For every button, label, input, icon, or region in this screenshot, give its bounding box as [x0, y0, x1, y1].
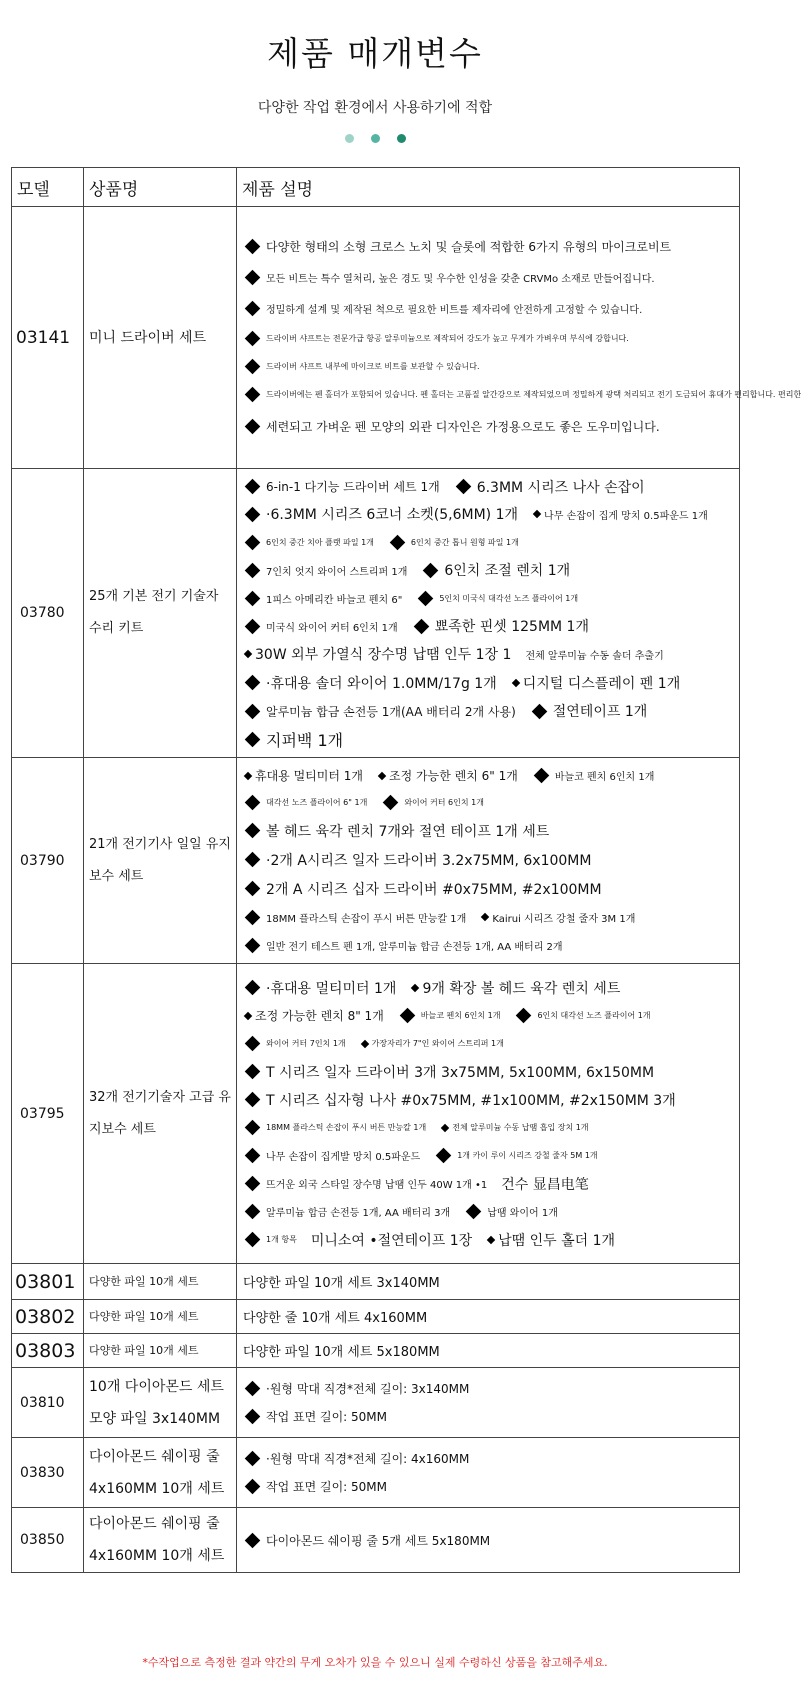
description-line: [243, 762, 735, 789]
description-cell: [237, 758, 740, 964]
spec-item: [243, 978, 396, 998]
spec-item: [243, 938, 563, 953]
diamond-bullet-icon: [245, 1176, 261, 1192]
description-line: [243, 1403, 735, 1431]
diamond-bullet-icon: [245, 675, 261, 691]
description-cell: [237, 1300, 740, 1334]
spec-item: [243, 591, 402, 606]
spec-item: [243, 673, 497, 693]
spec-item: [511, 673, 681, 693]
spec-item-text: 와이어 커터 6인치 1개: [404, 798, 484, 807]
description-line: [243, 500, 735, 528]
description-line: [243, 1030, 735, 1058]
diamond-bullet-icon: [245, 479, 261, 495]
diamond-bullet-icon: [534, 768, 550, 784]
description-line: [243, 1375, 735, 1403]
table-body: [12, 207, 801, 1573]
spec-item-text: 지퍼백 1개: [266, 730, 344, 750]
spec-item: [243, 728, 343, 751]
diamond-bullet-icon: [245, 534, 261, 550]
header-description: 제품 설명: [237, 168, 740, 207]
diamond-bullet-icon: [245, 1204, 261, 1220]
product-name-cell: [84, 1334, 237, 1368]
spec-item-text: 6인치 중간 톱니 원형 파일 1개: [410, 537, 519, 547]
product-name-line: 보수 세트: [89, 868, 144, 884]
spec-item-text: 볼 헤드 육각 렌치 7개와 절연 테이프 1개 세트: [266, 823, 550, 840]
spec-item-text: ·휴대용 솔더 와이어 1.0MM/17g 1개: [266, 675, 497, 692]
product-name-line: 다양한 파일 10개 세트: [89, 1309, 199, 1323]
description-line: [243, 931, 735, 959]
spec-item-text: 드라이버에는 펜 홀더가 포함되어 있습니다. 펜 홀더는 고품질 알간강으로 제작되었으며 정밀하게 광택 처리되고 전기 도금되어 휴대가 편리합니다. 편리한: [266, 389, 801, 399]
description-cell: [237, 964, 740, 1264]
spec-item-text: 뾰족한 핀셋 125MM 1개: [434, 619, 589, 635]
model-cell: 03780: [12, 469, 84, 758]
description-line: [243, 725, 735, 753]
spec-item: [243, 1380, 469, 1397]
diamond-bullet-icon: [411, 983, 419, 991]
model-cell: 03802: [12, 1300, 84, 1334]
diamond-bullet-icon: [390, 534, 406, 550]
spec-item-text: 미니소여 •절연테이프 1장: [310, 1232, 473, 1249]
spec-item-text: 알루미늄 합금 손전등 1개(AA 배터리 2개 사용): [266, 704, 516, 719]
diamond-bullet-icon: [245, 1092, 261, 1108]
spec-item: [501, 1174, 589, 1194]
page-title: 제품 매개변수: [267, 34, 483, 73]
spec-item: [243, 389, 801, 400]
spec-item: [243, 1090, 676, 1110]
spec-item-text: 드라이버 샤프트는 전문가급 항공 알루미늄으로 제작되어 강도가 높고 무게가 가벼우며 부식에 강합니다.: [266, 333, 629, 343]
spec-item-text: 바늘코 펜치 6인치 1개: [554, 772, 655, 783]
table-header-row: [12, 168, 740, 207]
diamond-bullet-icon: [245, 386, 261, 402]
diamond-bullet-icon: [245, 1120, 261, 1136]
description-line: [243, 1086, 735, 1114]
model-cell: 03801: [12, 1264, 84, 1300]
description-line: [243, 556, 735, 584]
spec-item: [486, 1230, 615, 1250]
model-cell: 03795: [12, 964, 84, 1264]
spec-item-text: ·원형 막대 직경*전체 길이: 4x160MM: [266, 1452, 470, 1466]
spec-item-text: 건수 显昌电笔: [501, 1176, 589, 1193]
spec-item: [243, 619, 398, 634]
table-row: [12, 1438, 740, 1508]
spec-item-text: 1개 항목: [266, 1235, 297, 1244]
spec-item-text: 6인치 조절 렌치 1개: [444, 563, 571, 579]
spec-item: [480, 910, 635, 925]
diamond-bullet-icon: [245, 795, 261, 811]
diamond-bullet-icon: [245, 1148, 261, 1164]
spec-item: [440, 1122, 588, 1133]
spec-item-text: 7인치 엇지 와이어 스트리퍼 1개: [266, 566, 408, 578]
description-line: [243, 1058, 735, 1086]
diamond-bullet-icon: [378, 771, 386, 779]
diamond-bullet-icon: [436, 1148, 452, 1164]
description-line: [243, 473, 735, 500]
spec-item-text: 드라이버 샤프트 내부에 마이크로 비트를 보관할 수 있습니다.: [266, 361, 480, 371]
spec-item-text: 대각선 노즈 플라이어 6" 1개: [266, 798, 368, 807]
description-line: [243, 528, 735, 556]
description-line: [243, 262, 735, 293]
description-line: [243, 293, 735, 324]
spec-item: [243, 703, 516, 720]
table-row: [12, 758, 740, 964]
table-row: [12, 207, 740, 469]
product-name-line: 다양한 파일 10개 세트: [89, 1343, 199, 1357]
spec-item: [243, 270, 655, 285]
spec-item-text: 작업 표면 길이: 50MM: [266, 1480, 388, 1494]
spec-item: [243, 767, 363, 784]
diamond-bullet-icon: [360, 1039, 368, 1047]
diamond-bullet-icon: [487, 1235, 495, 1243]
diamond-bullet-icon: [245, 618, 261, 634]
spec-table: [11, 167, 801, 1573]
spec-item: [243, 537, 374, 548]
product-name-cell: [84, 758, 237, 964]
diamond-bullet-icon: [245, 301, 261, 317]
description-line: [243, 380, 801, 408]
spec-item-text: 6인치 중간 치아 플랫 파일 1개: [266, 537, 374, 547]
diamond-bullet-icon: [245, 562, 261, 578]
description-line: [243, 1114, 735, 1142]
description-line: [243, 845, 735, 874]
spec-item-text: 1피스 아메리칸 바늘코 펜치 6": [266, 594, 403, 606]
spec-item-text: 18MM 플라스틱 손잡이 푸시 버튼 만능칼 1개: [266, 1123, 427, 1132]
spec-item: [243, 1234, 297, 1245]
spec-item-text: 납땜 와이어 1개: [487, 1208, 558, 1219]
spec-item: [243, 850, 591, 870]
spec-item-text: 모든 비트는 특수 열처리, 높은 경도 및 우수한 인성을 갖춘 CRVMo 소재로 만들어집니다.: [266, 274, 655, 285]
spec-item: [398, 1010, 501, 1021]
description-cell: [237, 469, 740, 758]
product-name-line: 4x160MM 10개 세트: [89, 1480, 225, 1497]
spec-item: [243, 504, 518, 524]
product-name-line: 지보수 세트: [89, 1121, 156, 1137]
description-line: [243, 408, 735, 444]
spec-item-text: 납땜 인두 홀더 1개: [498, 1232, 616, 1249]
description-line: [243, 974, 735, 1002]
header-product-name: 상품명: [84, 168, 237, 207]
decorative-dots: [0, 134, 750, 143]
diamond-bullet-icon: [466, 1204, 482, 1220]
spec-item-text: 1개 카이 루이 시리즈 강철 줄자 5M 1개: [457, 1151, 598, 1160]
description-cell: [237, 1264, 740, 1300]
diamond-bullet-icon: [245, 852, 261, 868]
description-line: [243, 874, 735, 903]
description-line: [243, 789, 735, 816]
description-line: [243, 1142, 735, 1170]
spec-item: [530, 701, 648, 721]
spec-item-text: 조정 가능한 렌치 6" 1개: [389, 769, 518, 783]
spec-item: [381, 797, 484, 808]
description-text: 다양한 파일 10개 세트 3x140MM: [243, 1276, 440, 1291]
spec-item: [532, 768, 655, 783]
spec-item-text: ·휴대용 멀티미터 1개: [266, 980, 397, 997]
diamond-bullet-icon: [245, 1451, 261, 1467]
spec-item-text: Kairui 시리즈 강철 줄자 3M 1개: [492, 913, 636, 925]
diamond-bullet-icon: [245, 239, 261, 255]
description-line: [243, 352, 735, 380]
product-name-cell: [84, 1438, 237, 1508]
description-cell: [237, 1334, 740, 1368]
spec-item-text: 나무 손잡이 집게발 망치 0.5파운드: [266, 1152, 421, 1163]
spec-item-text: ·2개 A시리즈 일자 드라이버 3.2x75MM, 6x100MM: [266, 852, 592, 869]
spec-item: [243, 478, 440, 495]
diamond-bullet-icon: [245, 823, 261, 839]
spec-item-text: 가장자리가 7"인 와이어 스트리퍼 1개: [371, 1039, 504, 1048]
spec-item: [243, 1408, 387, 1425]
diamond-bullet-icon: [245, 980, 261, 996]
spec-item: [243, 563, 407, 578]
table-row: [12, 1264, 740, 1300]
description-line: [243, 1170, 735, 1198]
product-name-cell: [84, 1368, 237, 1438]
diamond-bullet-icon: [413, 618, 429, 634]
diamond-bullet-icon: [383, 795, 399, 811]
spec-item-text: 30W 외부 가열식 장수명 납땜 인두 1장 1: [255, 647, 512, 663]
spec-item-text: 정밀하게 설계 및 제작된 척으로 필요한 비트를 제자리에 안전하게 고정할 수 있습니다.: [266, 305, 643, 316]
spec-item: [421, 560, 570, 580]
diamond-bullet-icon: [455, 479, 471, 495]
diamond-bullet-icon: [245, 1532, 261, 1548]
product-name-cell: [84, 1300, 237, 1334]
spec-item-text: 디지털 디스플레이 펜 1개: [522, 675, 681, 692]
diamond-bullet-icon: [245, 506, 261, 522]
product-name-line: 수리 키트: [89, 621, 144, 636]
diamond-bullet-icon: [244, 1011, 252, 1019]
product-name-line: 21개 전기기사 일일 유지: [89, 836, 231, 852]
diamond-bullet-icon: [244, 771, 252, 779]
spec-item-text: 9개 확장 볼 헤드 육각 렌치 세트: [422, 980, 621, 997]
spec-item-text: 와이어 커터 7인치 1개: [266, 1039, 346, 1048]
product-name-cell: [84, 1508, 237, 1573]
spec-item-text: 6-in-1 다기능 드라이버 세트 1개: [266, 480, 440, 494]
product-name-line: 다이아몬드 쉐이핑 줄: [89, 1516, 220, 1532]
diamond-bullet-icon: [245, 909, 261, 925]
spec-item-text: 전체 알루미늄 수동 납땜 흡입 장치 1개: [452, 1123, 589, 1132]
spec-item: [377, 767, 518, 784]
diamond-bullet-icon: [245, 358, 261, 374]
model-cell: 03141: [12, 207, 84, 469]
diamond-bullet-icon: [531, 703, 547, 719]
diamond-bullet-icon: [533, 510, 541, 518]
spec-item-text: ·원형 막대 직경*전체 길이: 3x140MM: [266, 1382, 470, 1396]
spec-item: [243, 1122, 426, 1133]
spec-item-text: 18MM 플라스틱 손잡이 푸시 버튼 만능칼 1개: [266, 913, 467, 925]
spec-item: [311, 1230, 472, 1250]
product-name-line: 25개 기본 전기 기술자: [89, 589, 219, 604]
spec-item: [434, 1150, 597, 1161]
spec-item-text: 절연테이프 1개: [552, 704, 648, 720]
description-line: [243, 584, 735, 612]
diamond-bullet-icon: [245, 937, 261, 953]
diamond-bullet-icon: [245, 1064, 261, 1080]
dot-icon: [345, 134, 354, 143]
spec-item: [243, 1532, 490, 1549]
diamond-bullet-icon: [245, 270, 261, 286]
description-line: [243, 1526, 735, 1554]
product-name-line: 미니 드라이버 세트: [89, 329, 207, 346]
model-cell: 03810: [12, 1368, 84, 1438]
dot-icon: [397, 134, 406, 143]
diamond-bullet-icon: [244, 650, 252, 658]
diamond-bullet-icon: [245, 1409, 261, 1425]
spec-item: [243, 333, 629, 344]
header-model: 모델: [12, 168, 84, 207]
spec-item: [243, 1007, 384, 1024]
spec-item: [243, 301, 642, 316]
spec-item-text: 2개 A 시리즈 십자 드라이버 #0x75MM, #2x100MM: [266, 881, 602, 898]
spec-item: [243, 361, 480, 372]
description-line: [243, 1445, 735, 1473]
description-line: [243, 1002, 735, 1030]
spec-item-text: T 시리즈 일자 드라이버 3개 3x75MM, 5x100MM, 6x150MM: [266, 1064, 655, 1081]
description-line: [243, 612, 735, 640]
product-name-cell: [84, 207, 237, 469]
spec-item-text: 다양한 형태의 소형 크로스 노치 및 슬롯에 적합한 6가지 유형의 마이크로비트: [266, 240, 672, 254]
product-name-line: 모양 파일 3x140MM: [89, 1410, 221, 1427]
diamond-bullet-icon: [423, 562, 439, 578]
product-name-cell: [84, 469, 237, 758]
diamond-bullet-icon: [441, 1123, 449, 1131]
spec-item-text: 나무 손잡이 집게 망치 0.5파운드 1개: [544, 510, 708, 522]
spec-item: [388, 537, 519, 548]
description-line: [243, 668, 735, 697]
spec-item: [525, 647, 663, 662]
spec-item: [243, 879, 602, 899]
spec-item: [412, 616, 589, 636]
description-cell: [237, 1368, 740, 1438]
spec-item-text: 다이아몬드 쉐이핑 줄 5개 세트 5x180MM: [266, 1533, 491, 1548]
spec-item-text: 뜨거운 외국 스타일 장수명 납땜 인두 40W 1개 •1: [266, 1180, 488, 1191]
diamond-bullet-icon: [245, 703, 261, 719]
spec-item-text: 5인치 미국식 대각선 노즈 플라이어 1개: [439, 593, 579, 603]
description-line: [243, 324, 735, 352]
description-line: [243, 640, 735, 668]
diamond-bullet-icon: [245, 590, 261, 606]
description-line: [243, 1226, 735, 1254]
diamond-bullet-icon: [245, 1479, 261, 1495]
spec-item-text: 바늘코 펜치 6인치 1개: [420, 1011, 501, 1020]
spec-item: [243, 1176, 487, 1191]
description-cell: [237, 1508, 740, 1573]
diamond-bullet-icon: [481, 913, 489, 921]
spec-item-text: T 시리즈 십자형 나사 #0x75MM, #1x100MM, #2x150MM 3개: [266, 1092, 676, 1109]
product-name-line: 10개 다이아몬드 세트: [89, 1378, 224, 1395]
diamond-bullet-icon: [245, 1036, 261, 1052]
diamond-bullet-icon: [418, 590, 434, 606]
description-cell: [237, 1438, 740, 1508]
spec-item: [416, 593, 578, 604]
table-row: [12, 1508, 740, 1573]
description-text: 다양한 파일 10개 세트 5x180MM: [243, 1345, 440, 1360]
spec-item-text: 조정 가능한 렌치 8" 1개: [255, 1009, 384, 1023]
spec-item-text: 일반 전기 테스트 펜 1개, 알루미늄 합금 손전등 1개, AA 배터리 2개: [266, 941, 563, 953]
spec-item: [243, 644, 511, 664]
spec-item-text: 6인치 대각선 노즈 플라이어 1개: [537, 1011, 651, 1020]
table-row: [12, 1368, 740, 1438]
product-name-cell: [84, 964, 237, 1264]
diamond-bullet-icon: [245, 881, 261, 897]
spec-item: [360, 1038, 504, 1049]
product-name-line: 다이아몬드 쉐이핑 줄: [89, 1448, 220, 1465]
spec-item: [410, 978, 620, 998]
product-name-line: 32개 전기기술자 고급 유: [89, 1089, 231, 1105]
product-name-line: 다양한 파일 10개 세트: [89, 1274, 199, 1288]
description-text: 다양한 줄 10개 세트 4x160MM: [243, 1311, 428, 1326]
description-line: [243, 903, 735, 931]
diamond-bullet-icon: [400, 1008, 416, 1024]
dot-icon: [371, 134, 380, 143]
footnote: *수작업으로 측정한 결과 약간의 무게 오차가 있을 수 있으니 실제 수령하신 상품을 참고해주세요.: [142, 1656, 608, 1669]
diamond-bullet-icon: [245, 1381, 261, 1397]
spec-item: [243, 910, 466, 925]
table-row: [12, 1300, 740, 1334]
diamond-bullet-icon: [245, 731, 261, 747]
spec-item-text: 작업 표면 길이: 50MM: [266, 1410, 388, 1424]
spec-item: [243, 1478, 387, 1495]
model-cell: 03850: [12, 1508, 84, 1573]
spec-item: [464, 1204, 558, 1219]
diamond-bullet-icon: [245, 418, 261, 434]
diamond-bullet-icon: [245, 1232, 261, 1248]
description-line: [243, 697, 735, 725]
spec-item-text: 미국식 와이어 커터 6인치 1개: [266, 622, 398, 634]
diamond-bullet-icon: [516, 1008, 532, 1024]
spec-item: [454, 477, 645, 497]
spec-item: [243, 238, 671, 255]
model-cell: 03790: [12, 758, 84, 964]
spec-item: [243, 1148, 420, 1163]
description-line: [243, 1473, 735, 1501]
spec-item: [243, 1038, 346, 1049]
spec-item-text: 알루미늄 합금 손전등 1개, AA 배터리 3개: [266, 1208, 451, 1219]
diamond-bullet-icon: [511, 678, 519, 686]
spec-item: [243, 821, 549, 841]
diamond-bullet-icon: [245, 330, 261, 346]
spec-item: [514, 1010, 650, 1021]
description-line: [243, 231, 735, 262]
page-subtitle: 다양한 작업 환경에서 사용하기에 적합: [257, 100, 493, 116]
description-line: [243, 1198, 735, 1226]
spec-item: [532, 507, 708, 522]
product-name-line: 4x160MM 10개 세트: [89, 1548, 225, 1564]
description-cell: [237, 207, 801, 469]
spec-item-text: 6.3MM 시리즈 나사 손잡이: [476, 479, 645, 496]
spec-item: [243, 1450, 469, 1467]
model-cell: 03830: [12, 1438, 84, 1508]
spec-item-text: 세련되고 가벼운 펜 모양의 외관 디자인은 가정용으로도 좋은 도우미입니다.: [266, 419, 660, 434]
table-row: [12, 1334, 740, 1368]
table-row: [12, 469, 740, 758]
spec-item-text: 휴대용 멀티미터 1개: [255, 769, 364, 783]
model-cell: 03803: [12, 1334, 84, 1368]
table-row: [12, 964, 740, 1264]
spec-item: [243, 1204, 450, 1219]
spec-item: [243, 1062, 654, 1082]
spec-item: [243, 797, 367, 808]
spec-item: [243, 418, 660, 435]
spec-item-text: ·6.3MM 시리즈 6코너 소켓(5,6MM) 1개: [266, 507, 519, 523]
description-line: [243, 816, 735, 845]
spec-item-text: 전체 알루미늄 수동 솔더 추출기: [525, 650, 664, 662]
product-name-cell: [84, 1264, 237, 1300]
